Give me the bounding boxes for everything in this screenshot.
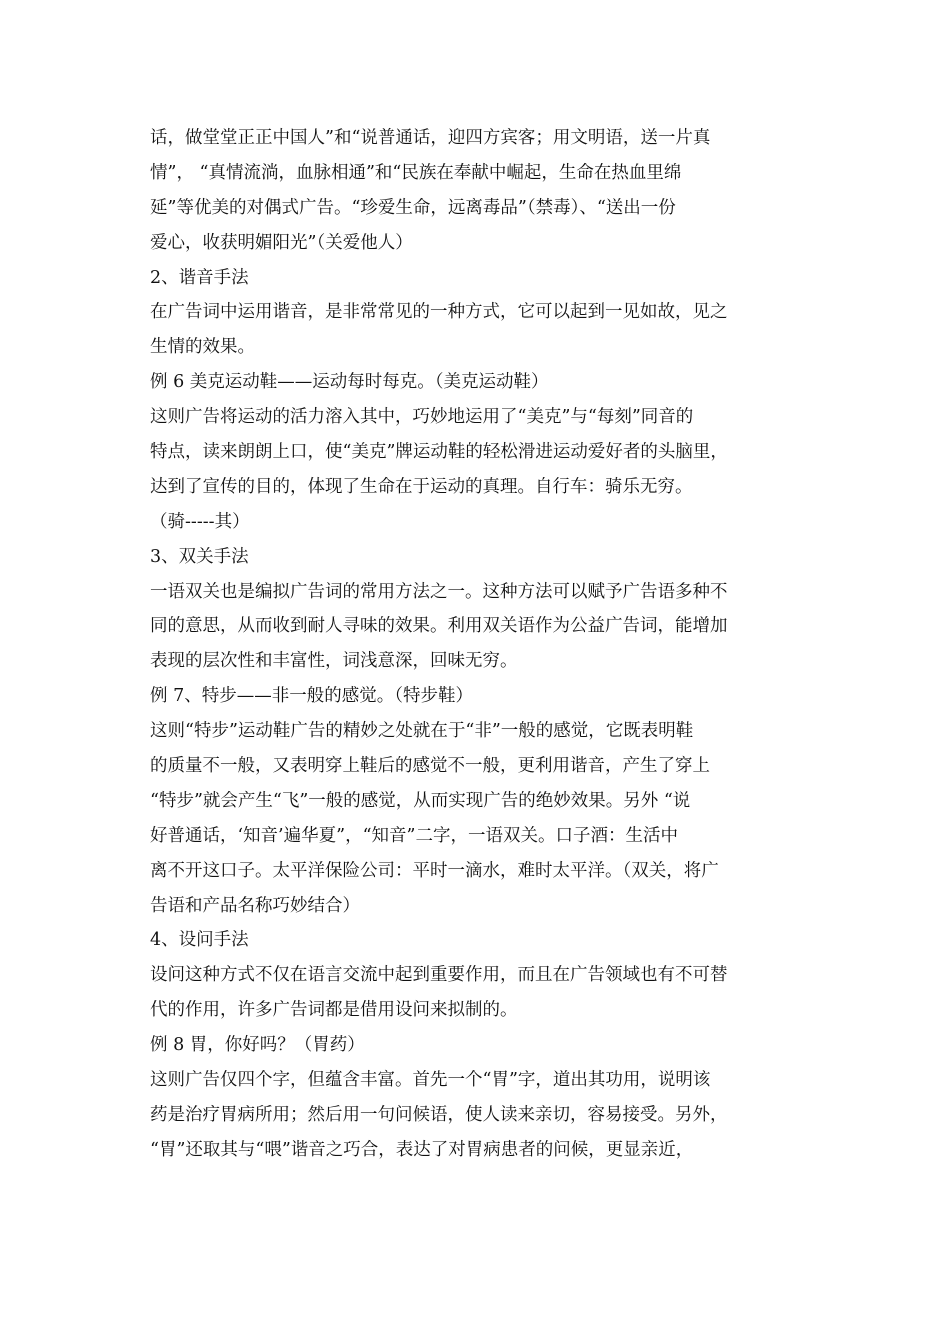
text-line: 药是治疗胃病所用；然后用一句问候语，使人读来亲切，容易接受。另外， [150, 1104, 728, 1125]
text-line: 离不开这口子。太平洋保险公司：平时一滴水，难时太平洋。（双关，将广 [150, 860, 719, 881]
text-line: “胃”还取其与“喂”谐音之巧合，表达了对胃病患者的问候，更显亲近， [150, 1139, 694, 1160]
text-line: 话，做堂堂正正中国人”和“说普通话，迎四方宾客；用文明语，送一片真 [150, 128, 711, 148]
section-heading: 3、双关手法 [150, 546, 249, 567]
section-heading: 4、设问手法 [150, 930, 249, 951]
text-line: 代的作用，许多广告词都是借用设问来拟制的。 [150, 1000, 518, 1021]
text-line: 设问这种方式不仅在语言交流中起到重要作用，而且在广告领域也有不可替 [150, 965, 728, 986]
text-line: 的质量不一般，又表明穿上鞋后的感觉不一般，更利用谐音，产生了穿上 [150, 756, 710, 777]
text-line: 在广告词中运用谐音，是非常常见的一种方式，它可以起到一见如故，见之 [150, 302, 728, 323]
text-line: 特点，读来朗朗上口，使“美克”牌运动鞋的轻松滑进运动爱好者的头脑里， [150, 442, 728, 463]
text-line: 达到了宣传的目的，体现了生命在于运动的真理。自行车：骑乐无穷。 [150, 476, 693, 497]
text-line: 这则广告仅四个字，但蕴含丰富。首先一个“胃”字，道出其功用，说明该 [150, 1070, 711, 1091]
document-body [150, 121, 800, 1168]
example-line: 例 8 胃，你好吗？（胃药） [150, 1035, 365, 1056]
section-heading: 2、谐音手法 [150, 267, 249, 288]
text-line: 情”， “真情流淌，血脉相通”和“民族在奉献中崛起，生命在热血里绵 [150, 162, 682, 183]
example-line: 例 7、特步——非一般的感觉。（特步鞋） [150, 686, 473, 707]
text-line: （骑-----其） [150, 511, 250, 532]
text-line: 同的意思，从而收到耐人寻味的效果。利用双关语作为公益广告词，能增加 [150, 616, 728, 637]
text-line: 一语双关也是编拟广告词的常用方法之一。这种方法可以赋予广告语多种不 [150, 581, 728, 602]
example-line: 例 6 美克运动鞋——运动每时每克。（美克运动鞋） [150, 372, 549, 393]
text-line: 表现的层次性和丰富性，词浅意深，回味无穷。 [150, 651, 518, 672]
text-line: 好普通话，‘知音’遍华夏”，“知音”二字，一语双关。口子酒：生活中 [150, 825, 678, 846]
text-line: 延”等优美的对偶式广告。“珍爱生命，远离毒品”（禁毒）、“送出一份 [150, 197, 676, 218]
text-line: 爱心，收获明媚阳光”（关爱他人） [150, 232, 413, 253]
text-line: 告语和产品名称巧妙结合） [150, 895, 360, 916]
text-line: 这则“特步”运动鞋广告的精妙之处就在于“非”一般的感觉，它既表明鞋 [150, 721, 694, 742]
text-line: 生情的效果。 [150, 337, 255, 358]
text-line: “特步”就会产生“飞”一般的感觉，从而实现广告的绝妙效果。另外 “说 [150, 790, 691, 811]
text-line: 这则广告将运动的活力溶入其中，巧妙地运用了“美克”与“每刻”同音的 [150, 407, 694, 428]
